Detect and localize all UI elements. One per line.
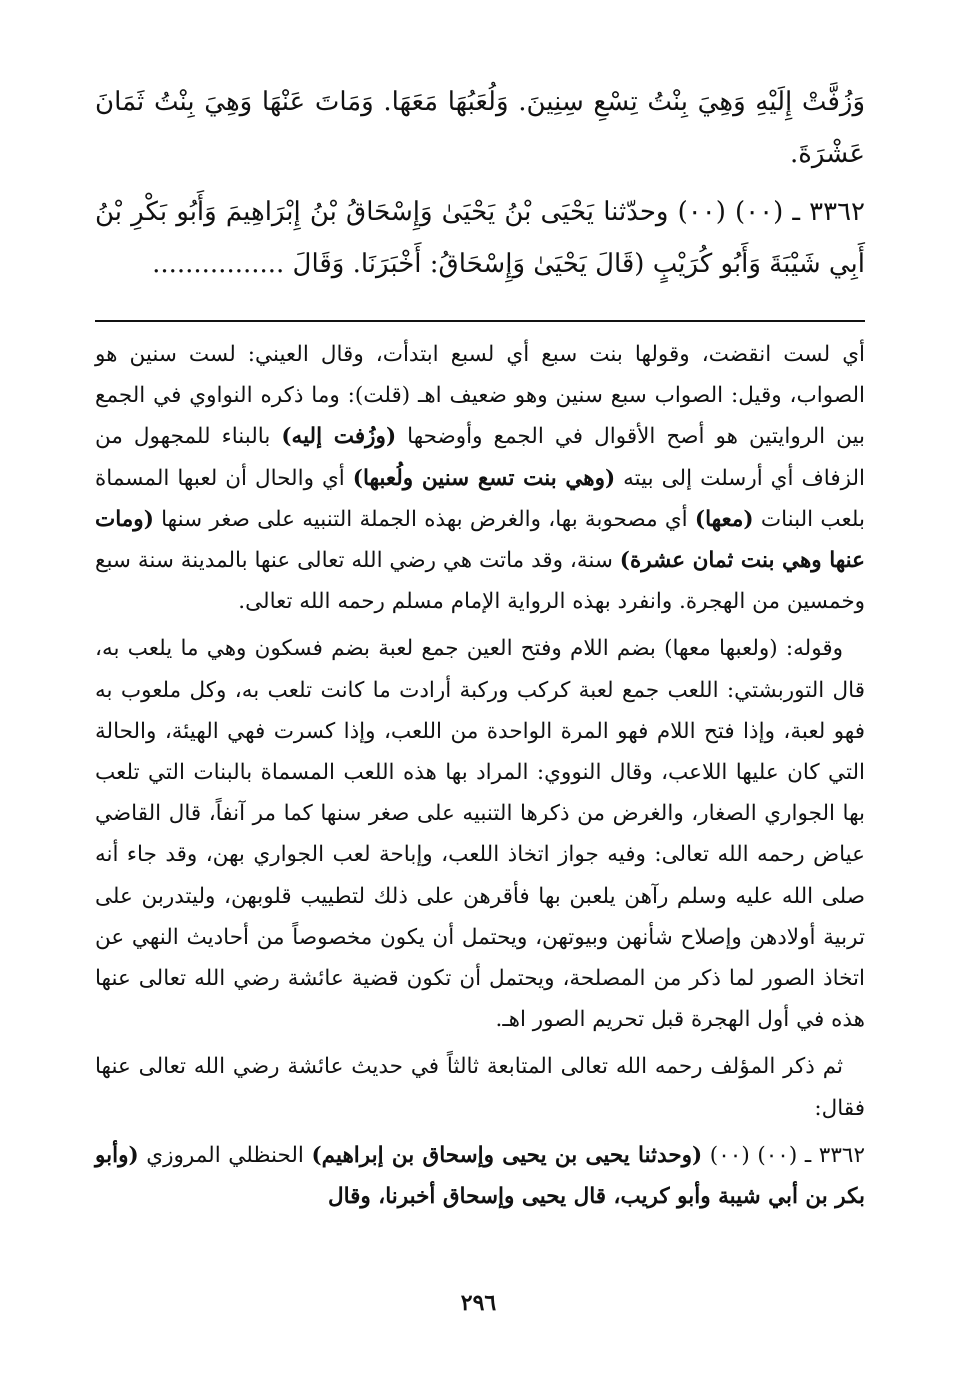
commentary-text: أي مصحوبة بها، والغرض بهذه الجملة التنبيه على صغر سنها <box>153 506 695 532</box>
commentary-bold-quote: (معها) <box>694 506 754 532</box>
commentary-paragraph-2: وقوله: (ولعبها معها) بضم اللام وفتح العين جمع لعبة بضم فسكون وهي ما يلعب به، قال التوربشتي: اللعب جمع لعبة كركب وركبة أرادت ما كانت تلعب به، وكل ملعوب به فهو لعبة، وإذا فتح اللام فهو المرة الواحدة من اللعب، وإذا كسرت فهي الهيئة، والحالة التي كان عليها اللاعب، وقال النووي: المراد بها هذه اللعب المسماة بالبنات التي تلعب بها الجواري الصغار، والغرض من ذكرها التنبيه على صغر سنها كما مر آنفاً، قال القاضي عياض رحمه الله تعالى: وفيه جواز اتخاذ اللعب، وإباحة لعب الجواري بهن، وقد جاء أنه صلى الله عليه وسلم رآهن يلعبن بها فأقرهن على ذلك لتطييب قلوبهن، وليتدربن على تربية أولادهن وإصلاح شأنهن وبيوتهن، ويحتمل أن يكون مخصوصاً من أحاديث النهي عن اتخاذ الصور لما ذكر من المصلحة، ويحتمل أن تكون قضية عائشة رضي الله تعالى عنها هذه في أول الهجرة قبل تحريم الصور اهـ. <box>95 636 865 1033</box>
page-body <box>95 76 865 1223</box>
commentary-text: أي لست انقضت، وقولها بنت سبع أي لسبع ابتدأت، وقال العيني: لست سنين هو الصواب، وقيل: الصواب سبع سنين وهو ضعيف اهـ (قلت): وما ذكره النواوي في الجمع بين الروايتين هو أصح الأقوال في الجمع وأوضحها <box>95 342 865 450</box>
commentary-bold-quote: (ومات عنها وهي بنت ثمان عشرة) <box>95 506 865 574</box>
commentary-bold-quote: (وزُفت إليه) <box>281 424 397 450</box>
commentary-text: سنة، وقد ماتت هي رضي الله تعالى عنها بالمدينة سنة سبع وخمسين من الهجرة. وانفرد بهذه الرواية الإمام مسلم رحمه الله تعالى. <box>95 548 865 615</box>
commentary-text: الحنظلي المروزي <box>138 1142 312 1168</box>
hadith-text-line2: ٣٣٦٢ ـ (٠٠) (٠٠) وحدّثنا يَحْيَى بْنُ يَحْيَىٰ وَإِسْحَاقُ بْنُ إِبْرَاهِيمَ وَأَبُو بَكْرِ بْنُ أَبِي شَيْبَةَ وَأَبُو كُرَيْبٍ (قَالَ يَحْيَىٰ وَإِسْحَاقُ: أَخْبَرَنَا. وَقَالَ ................ <box>95 197 865 279</box>
page-number: ٢٩٦ <box>460 1290 497 1316</box>
commentary-bold-quote: (وهي بنت تسع سنين ولُعبها) <box>352 465 616 491</box>
commentary-bold-quote: (وأبو بكر بن أبي شيبة وأبو كريب، قال يحيى وإسحاق أخبرنا، وقال <box>95 1142 865 1210</box>
commentary-text: أي والحال أن لعبها المسماة بلعب البنات <box>95 465 865 532</box>
commentary-bold-quote: (وحدثنا يحيى بن يحيى وإسحاق بن إبراهيم) <box>311 1142 703 1168</box>
commentary-paragraph-4 <box>95 1135 865 1217</box>
hadith-text-line1: وَزُفَّتْ إِلَيْهِ وَهِيَ بِنْتُ تِسْعِ سِنِينَ. وَلُعَبُهَا مَعَهَا. وَمَاتَ عَنْهَا وَهِيَ بِنْتُ ثَمَانَ عَشْرَةَ. <box>95 87 865 169</box>
commentary-text: بالبناء للمجهول من الزفاف أي أرسلت إلى بيته <box>95 424 865 491</box>
commentary-paragraph-1 <box>95 334 865 622</box>
footnote-separator <box>95 320 865 322</box>
commentary-text: ٣٣٦٢ ـ (٠٠) (٠٠) <box>702 1142 865 1168</box>
commentary-paragraph-3: ثم ذكر المؤلف رحمه الله تعالى المتابعة ثالثاً في حديث عائشة رضي الله تعالى عنها فقال: <box>95 1054 865 1121</box>
